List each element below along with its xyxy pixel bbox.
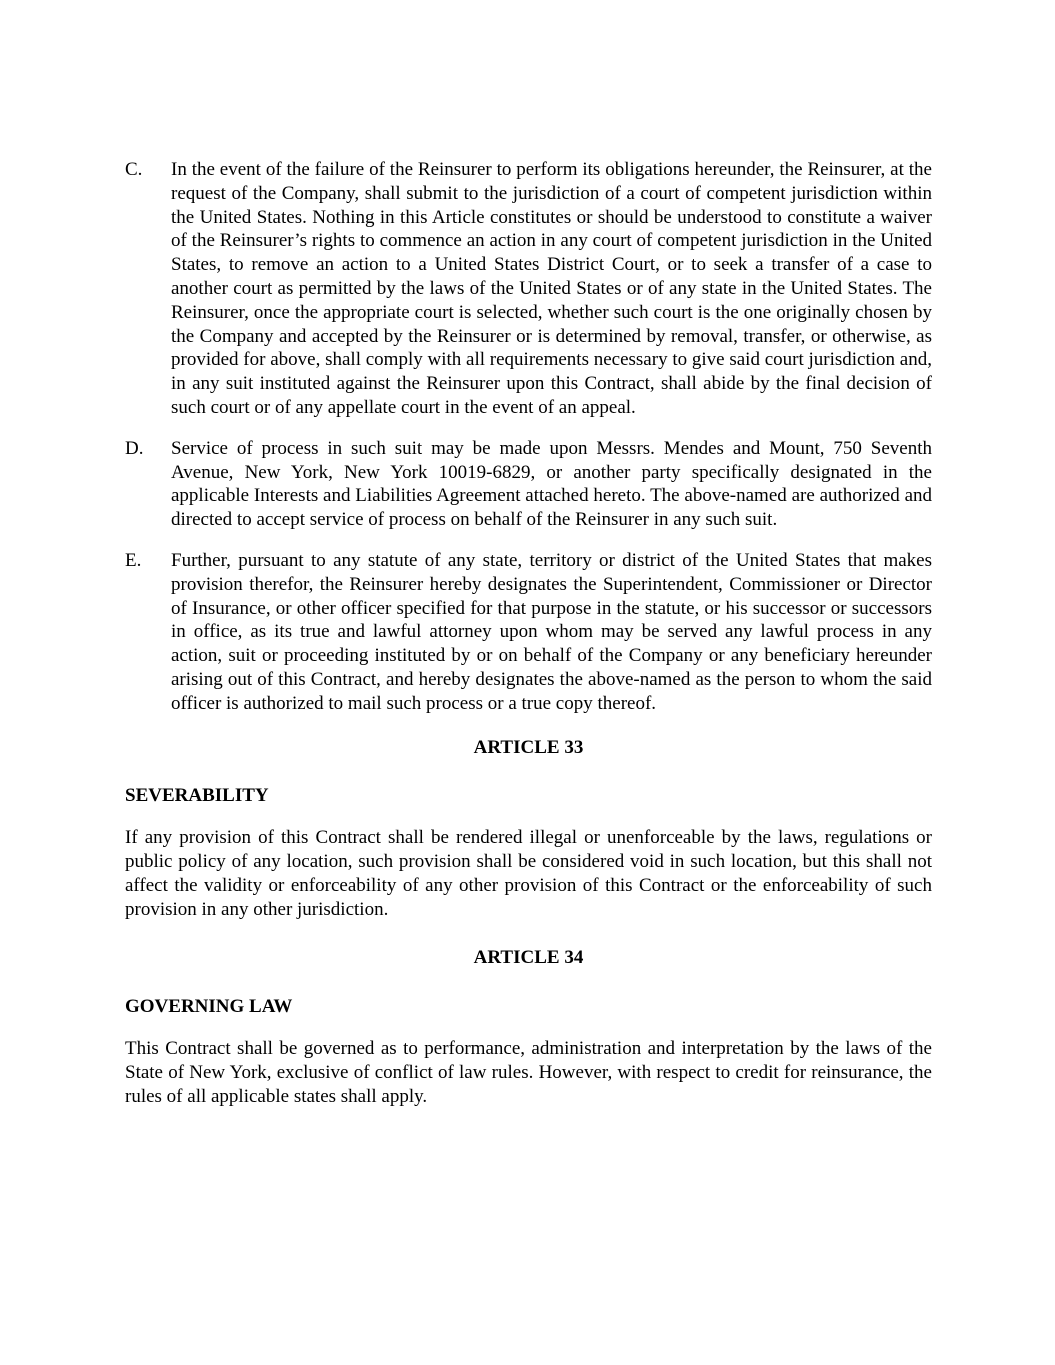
governing-law-paragraph: This Contract shall be governed as to performance, administration and interpretation by the laws of the State of New York, exclusive of conflict of law rules. However, with respect to credit for reinsurance, the rules of all applicable states shall apply. — [125, 1037, 932, 1107]
clause-d-label: D. — [125, 437, 144, 459]
governing-law-title: GOVERNING LAW — [125, 996, 293, 1018]
clause-e-label: E. — [125, 549, 142, 571]
clause-c-label: C. — [125, 159, 143, 180]
clause-e-text: Further, pursuant to any statute of any state, territory or district of the United States that makes provision therefor, the Reinsurer hereby designates the Superintendent, Commissioner or Director of Insurance, or other officer specified for that purpose in the statute, or his successor or successors in office, as its true and lawful attorney upon whom may be served any lawful process in any action, suit or proceeding instituted by or on behalf of the Company or any beneficiary hereunder arising out of this Contract, and hereby designates the above-named as the person to whom the said officer is authorized to mail such process or a true copy thereof. — [171, 549, 932, 714]
clause-d — [125, 437, 932, 532]
severability-paragraph: If any provision of this Contract shall be rendered illegal or unenforceable by the laws, regulations or public policy of any location, such provision shall be considered void in such location, but this shall not affect the validity or enforceability of any other provision of this Contract or the enforceability of such provision in any other jurisdiction. — [125, 827, 932, 920]
clause-c — [125, 158, 932, 420]
clause-d-text: Service of process in such suit may be made upon Messrs. Mendes and Mount, 750 Seventh Avenue, New York, New York 10019-6829, or another party specifically designated in the applicable Interests and Liabilities Agreement attached hereto. The above-named are authorized and directed to accept service of process on behalf of the Reinsurer in any such suit. — [171, 437, 932, 531]
clause-c-text: In the event of the failure of the Reinsurer to perform its obligations hereunder, the Reinsurer, at the request of the Company, shall submit to the jurisdiction of a court of competent jurisdiction within the United States. Nothing in this Article constitutes or should be understood to constitute a waiver of the Reinsurer’s rights to commence an action in any court of competent jurisdiction in the United States, to remove an action to a United States District Court, or to seek a transfer of a case to another court as permitted by the laws of the United States or of any state in the United States. The Reinsurer, once the appropriate court is selected, whether such court is the one originally chosen by the Company and accepted by the Reinsurer or is determined by removal, transfer, or otherwise, as provided for above, shall comply with all requirements necessary to give said court jurisdiction and, in any suit instituted against the Reinsurer upon this Contract, shall abide by the final decision of such court or of any appellate court in the event of an appeal. — [171, 159, 932, 418]
severability-title: SEVERABILITY — [125, 785, 269, 807]
article-34-heading: ARTICLE 34 — [473, 947, 584, 969]
document-content — [125, 158, 932, 1133]
article-33-heading: ARTICLE 33 — [473, 736, 584, 758]
clause-e — [125, 549, 932, 716]
